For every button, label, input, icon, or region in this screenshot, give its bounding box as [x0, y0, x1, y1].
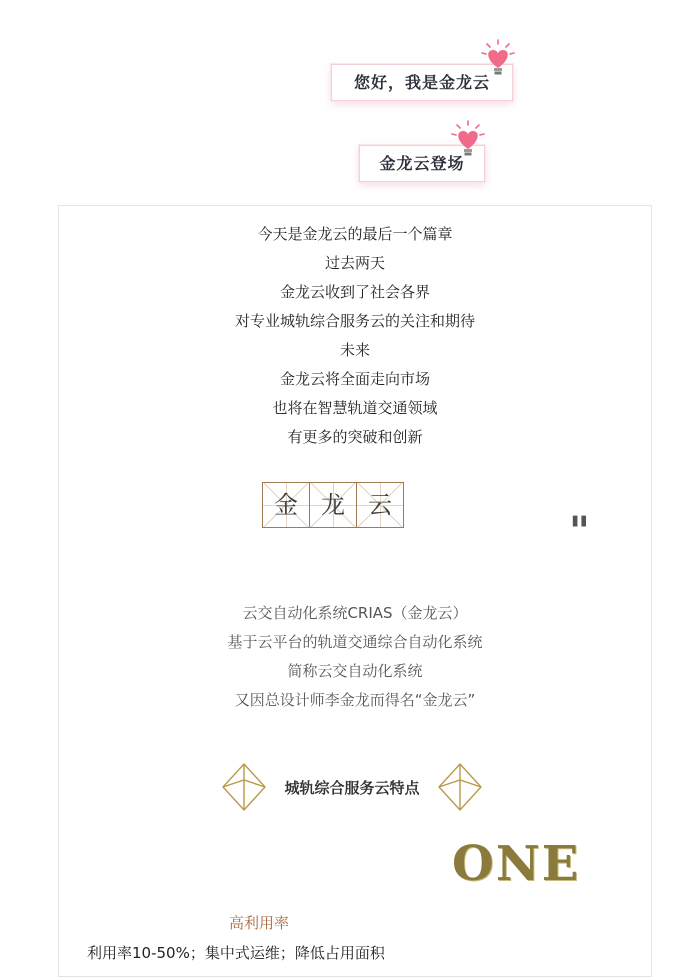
intro-line: 有更多的突破和创新	[287, 428, 423, 446]
intro-line: 过去两天	[324, 254, 385, 272]
feature-title: 高利用率	[228, 914, 289, 932]
crias-line: 简称云交自动化系统	[287, 662, 423, 680]
gold-diamond-icon	[221, 762, 267, 812]
grid-cell	[309, 482, 357, 528]
intro-line: 也将在智慧轨道交通领域	[272, 399, 438, 417]
grid-cell	[262, 482, 310, 528]
grid-char: 金	[274, 491, 298, 519]
crias-description	[59, 599, 651, 715]
heart-lightbulb-icon	[478, 38, 518, 78]
grid-char: 云	[368, 491, 392, 519]
gold-diamond-icon	[437, 762, 483, 812]
content-card	[58, 205, 652, 977]
grid-char: 龙	[321, 491, 345, 519]
crias-line: 又因总设计师李金龙而得名“金龙云”	[234, 691, 476, 709]
grid-cell	[356, 482, 404, 528]
quote-mark: "	[569, 508, 590, 555]
intro-text	[59, 220, 651, 452]
crias-line: 云交自动化系统CRIAS（金龙云）	[242, 604, 468, 622]
feature-description: 利用率10-50%；集中式运维；降低占用面积	[87, 944, 385, 962]
debut-tag: 金龙云登场	[359, 145, 485, 182]
intro-line: 金龙云收到了社会各界	[279, 283, 430, 301]
section-number-word: ONE	[452, 836, 581, 892]
intro-line: 今天是金龙云的最后一个篇章	[257, 225, 453, 243]
section-header	[221, 762, 483, 812]
intro-line: 未来	[339, 341, 370, 359]
intro-line: 金龙云将全面走向市场	[279, 370, 430, 388]
greeting-tag: 您好，我是金龙云	[331, 64, 513, 101]
heart-lightbulb-icon	[448, 119, 488, 159]
crias-line: 基于云平台的轨道交通综合自动化系统	[227, 633, 483, 651]
intro-line: 对专业城轨综合服务云的关注和期待	[234, 312, 475, 330]
section-title: 城轨综合服务云特点	[284, 779, 420, 797]
grid-title	[263, 482, 404, 528]
